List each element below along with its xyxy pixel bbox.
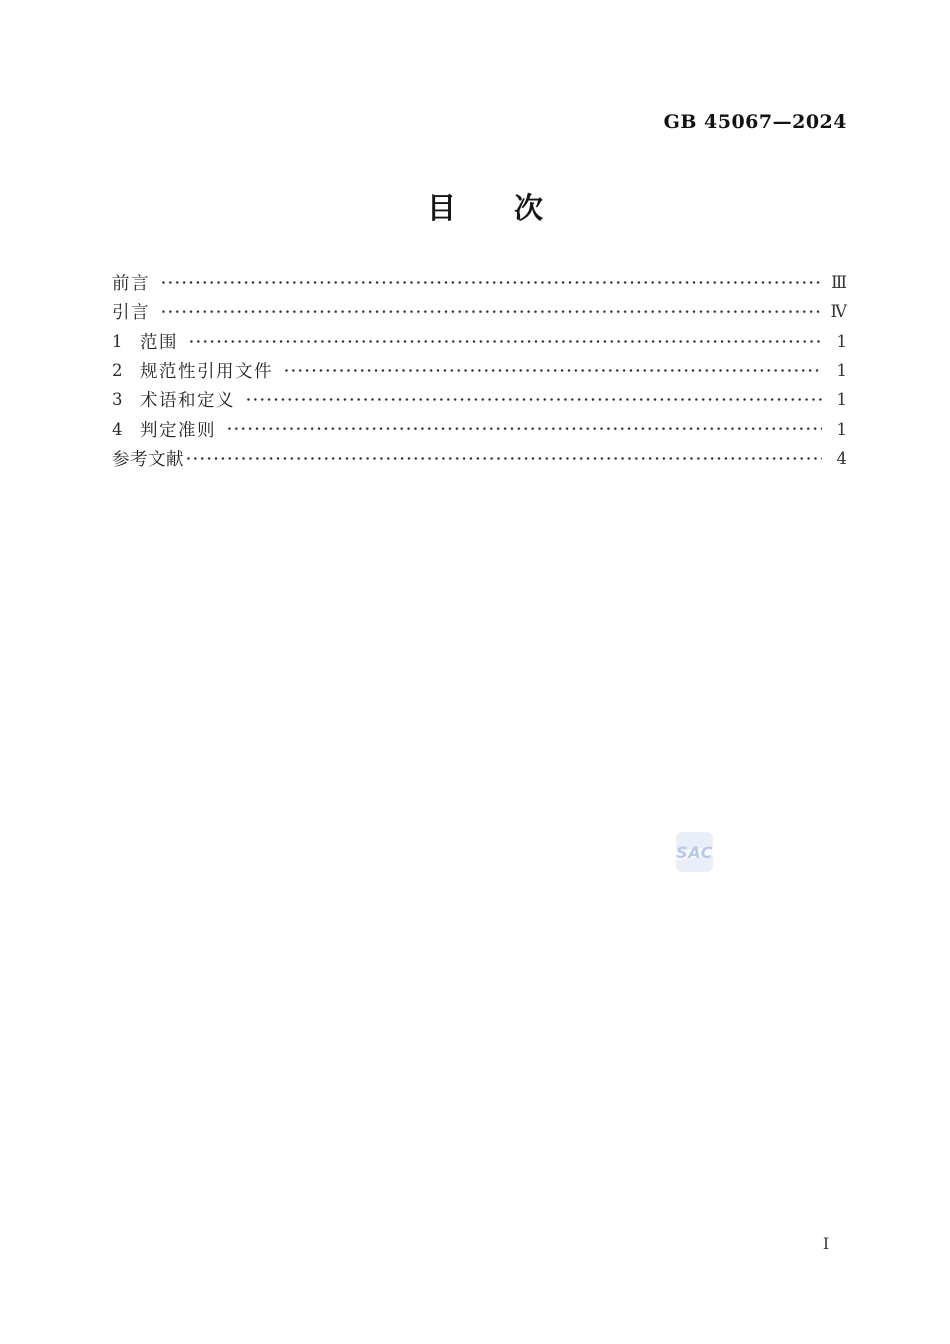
toc-entry-number: 3 [112, 390, 123, 410]
toc-entry-number: 2 [112, 361, 123, 381]
toc-entry-page: Ⅲ [831, 273, 847, 293]
toc-entry-page: 4 [836, 448, 847, 468]
page-number: Ⅰ [822, 1234, 830, 1253]
toc-entry-label: 引言 [112, 303, 150, 324]
toc-row [112, 414, 847, 443]
toc-row [112, 268, 847, 297]
toc-row [112, 444, 847, 473]
toc-entry-label: 术语和定义 [140, 391, 235, 412]
toc-row [112, 385, 847, 414]
dot-leader [226, 414, 822, 443]
dot-leader [245, 385, 822, 414]
toc-entry-label: 前言 [112, 274, 150, 295]
toc-row [112, 297, 847, 326]
dot-leader [160, 297, 821, 326]
toc-row [112, 356, 847, 385]
dot-leader [185, 444, 822, 473]
toc-entry-page: 1 [836, 390, 847, 410]
dot-leader [160, 268, 821, 297]
dot-leader [188, 327, 822, 356]
watermark-text: SAC [676, 843, 713, 862]
toc-entry-label: 参考文献 [112, 449, 184, 470]
page-title: 目 次 [426, 191, 543, 225]
toc-row [112, 327, 847, 356]
toc-entry-label: 规范性引用文件 [140, 362, 273, 383]
toc-entry-page: 1 [836, 361, 847, 381]
toc-entry-page: 1 [836, 419, 847, 439]
toc-entry-label: 判定准则 [140, 420, 216, 441]
standard-number: GB 45067—2024 [663, 111, 847, 133]
table-of-contents [112, 268, 847, 473]
toc-entry-page: 1 [836, 331, 847, 351]
sac-watermark-logo [676, 832, 713, 872]
toc-entry-label: 范围 [140, 332, 178, 353]
toc-entry-number: 1 [112, 331, 123, 351]
dot-leader [283, 356, 822, 385]
toc-entry-page: Ⅳ [830, 302, 847, 322]
toc-entry-number: 4 [112, 419, 123, 439]
